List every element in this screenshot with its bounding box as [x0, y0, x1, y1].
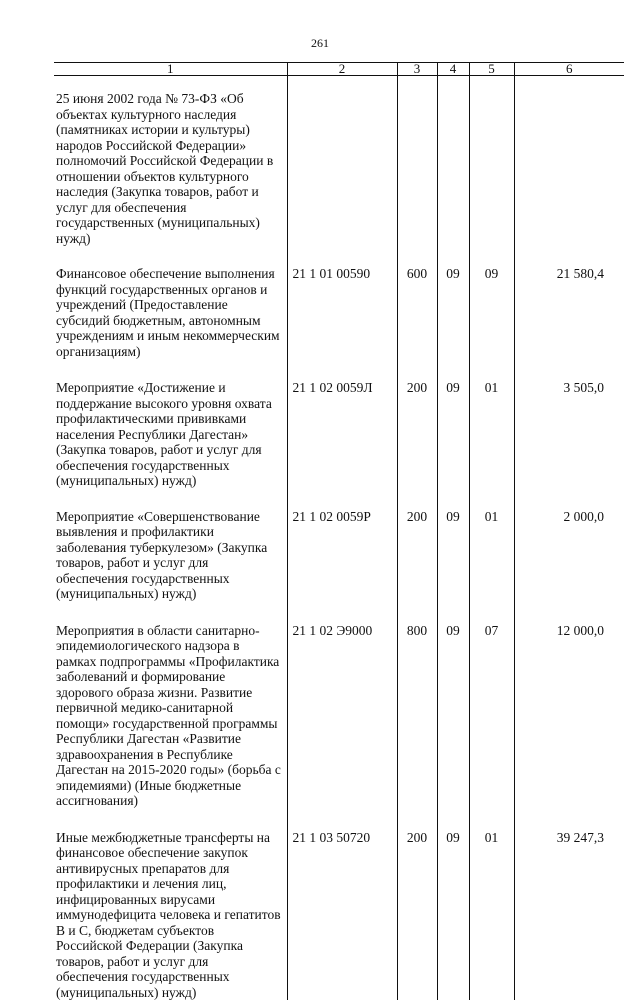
row-amount: 21 580,4: [514, 246, 624, 359]
row-col4: 09: [437, 246, 469, 359]
page-number: 261: [0, 36, 640, 51]
table-row: [54, 246, 624, 359]
row-description: Мероприятия в области санитарно-эпидемиологического надзора в рамках подпрограммы «Профилактика заболеваний и формирование здорового образа жизни. Развитие первичной медико-санитарной помощи» государственной программы Республики Дагестан «Развитие здравоохранения в Республике Дагестан на 2015-2020 годы» (борьба с эпидемиями) (Иные бюджетные ассигнования): [54, 602, 287, 809]
row-amount: 12 000,0: [514, 602, 624, 809]
row-col5: 01: [469, 489, 514, 602]
column-header: 5: [469, 63, 514, 76]
table-row: [54, 489, 624, 602]
row-code: 21 1 03 50720: [287, 809, 397, 1000]
row-col3: 200: [397, 359, 437, 489]
row-col4: 09: [437, 359, 469, 489]
table-row: [54, 76, 624, 247]
row-col5: 09: [469, 246, 514, 359]
row-code: 21 1 02 0059Л: [287, 359, 397, 489]
row-col4: 09: [437, 489, 469, 602]
table-row: [54, 809, 624, 1000]
row-description: Финансовое обеспечение выполнения функций государственных органов и учреждений (Предоставление субсидий бюджетным, автономным учреждениям и иным некоммерческим организациям): [54, 246, 287, 359]
row-col5: 01: [469, 359, 514, 489]
row-amount: 39 247,3: [514, 809, 624, 1000]
table-row: [54, 602, 624, 809]
row-description: Мероприятие «Совершенствование выявления и профилактики заболевания туберкулезом» (Закупка товаров, работ и услуг для обеспечения государственных (муниципальных) нужд): [54, 489, 287, 602]
row-col3: 200: [397, 489, 437, 602]
row-col5: [469, 76, 514, 247]
column-header: 1: [54, 63, 287, 76]
row-amount: 2 000,0: [514, 489, 624, 602]
column-header: 4: [437, 63, 469, 76]
row-col4: [437, 76, 469, 247]
row-col3: 600: [397, 246, 437, 359]
row-code: 21 1 01 00590: [287, 246, 397, 359]
row-col5: 07: [469, 602, 514, 809]
column-header: 3: [397, 63, 437, 76]
column-header: 6: [514, 63, 624, 76]
row-col4: 09: [437, 809, 469, 1000]
row-code: [287, 76, 397, 247]
column-header-row: [54, 63, 624, 76]
table-row: [54, 359, 624, 489]
row-code: 21 1 02 0059Р: [287, 489, 397, 602]
row-amount: [514, 76, 624, 247]
row-col3: 200: [397, 809, 437, 1000]
row-description: Иные межбюджетные трансферты на финансовое обеспечение закупок антивирусных препаратов для профилактики и лечения лиц, инфицированных вирусами иммунодефицита человека и гепатитов В и С, бюджетам субъектов Российской Федерации (Закупка товаров, работ и услуг для обеспечения государственных (муниципальных) нужд): [54, 809, 287, 1000]
row-description: Мероприятие «Достижение и поддержание высокого уровня охвата профилактическими прививками населения Республики Дагестан» (Закупка товаров, работ и услуг для обеспечения государственных (муниципальных) нужд): [54, 359, 287, 489]
row-col5: 01: [469, 809, 514, 1000]
row-description: 25 июня 2002 года № 73-ФЗ «Об объектах культурного наследия (памятниках истории и культуры) народов Российской Федерации» полномочий Российской Федерации в отношении объектов культурного наследия (Закупка товаров, работ и услуг для обеспечения государственных (муниципальных) нужд): [54, 76, 287, 247]
row-amount: 3 505,0: [514, 359, 624, 489]
column-header: 2: [287, 63, 397, 76]
budget-table: [54, 62, 624, 1000]
row-col3: 800: [397, 602, 437, 809]
row-code: 21 1 02 Э9000: [287, 602, 397, 809]
row-col4: 09: [437, 602, 469, 809]
row-col3: [397, 76, 437, 247]
